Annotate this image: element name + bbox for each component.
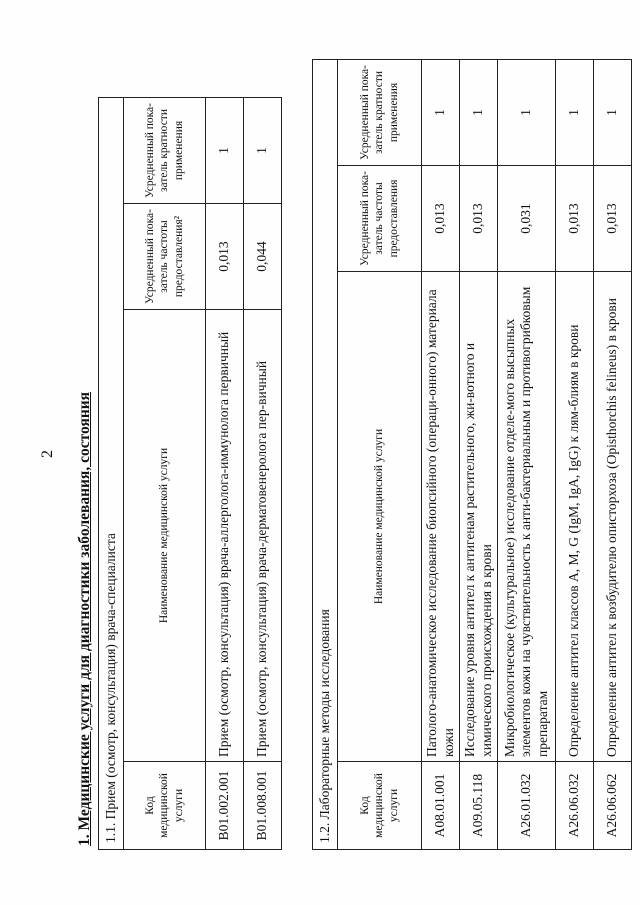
table-row <box>460 59 498 849</box>
cell-multiplicity: 1 <box>460 59 498 165</box>
cell-name: Исследование уровня антител к антигенам растительного, жи-вотного и химического происхождения в крови <box>460 272 498 762</box>
header-code: Код медицинской услуги <box>338 762 422 850</box>
cell-name: Определение антител классов A, M, G (IgM, IgA, IgG) к лям-блиям в крови <box>556 272 594 762</box>
cell-code: B01.008.001 <box>244 762 282 850</box>
table-row <box>498 59 556 849</box>
cell-name: Патолого-анатомическое исследование биопсийного (операци-онного) материала кожи <box>422 272 460 762</box>
cell-frequency: 0,031 <box>498 166 556 272</box>
cell-frequency: 0,013 <box>422 166 460 272</box>
cell-code: A08.01.001 <box>422 762 460 850</box>
cell-multiplicity: 1 <box>556 59 594 165</box>
page-number: 2 <box>39 450 56 458</box>
header-frequency: Усредненный пока-затель частоты предоставления² <box>124 204 206 310</box>
table-row <box>422 59 460 849</box>
cell-name: Определение антител к возбудителю описторхоза (Opisthorchis felineus) в крови <box>594 272 632 762</box>
rotated-content <box>72 50 620 850</box>
document-title: 1. Медицинские услуги для диагностики заболевания, состояния <box>76 391 93 846</box>
header-frequency: Усредненный пока-затель частоты предоставления <box>338 166 422 272</box>
cell-code: A26.01.032 <box>498 762 556 850</box>
section-title: 1.1. Прием (осмотр, консультация) врача-специалиста <box>99 98 124 850</box>
cell-code: B01.002.001 <box>206 762 244 850</box>
cell-multiplicity: 1 <box>244 98 282 204</box>
cell-code: A09.05.118 <box>460 762 498 850</box>
table-row <box>594 59 632 849</box>
cell-multiplicity: 1 <box>422 59 460 165</box>
cell-frequency: 0,013 <box>556 166 594 272</box>
cell-multiplicity: 1 <box>206 98 244 204</box>
header-multiplicity: Усредненный пока-затель кратности применения <box>338 59 422 165</box>
table-row <box>244 98 282 850</box>
table-row <box>206 98 244 850</box>
table-lab-methods <box>312 59 632 850</box>
cell-name: Прием (осмотр, консультация) врача-аллерголога-иммунолога первичный <box>206 310 244 762</box>
header-code: Код медицинской услуги <box>124 762 206 850</box>
cell-frequency: 0,013 <box>460 166 498 272</box>
cell-frequency: 0,013 <box>594 166 632 272</box>
header-multiplicity: Усредненный пока-затель кратности применения <box>124 98 206 204</box>
cell-code: A26.06.062 <box>594 762 632 850</box>
table-row <box>556 59 594 849</box>
section-title: 1.2. Лабораторные методы исследования <box>313 59 338 849</box>
cell-name: Прием (осмотр, консультация) врача-дерматовенеролога пер-вичный <box>244 310 282 762</box>
cell-multiplicity: 1 <box>498 59 556 165</box>
cell-frequency: 0,044 <box>244 204 282 310</box>
table-consultations <box>98 97 282 850</box>
header-name: Наименование медицинской услуги <box>124 310 206 762</box>
cell-multiplicity: 1 <box>594 59 632 165</box>
cell-code: A26.06.032 <box>556 762 594 850</box>
cell-frequency: 0,013 <box>206 204 244 310</box>
cell-name: Микробиологическое (культуральное) исследование отделе-мого высыпных элементов кожи на чувствительность к анти-бактериальным и противогрибковым препаратам <box>498 272 556 762</box>
header-name: Наименование медицинской услуги <box>338 272 422 762</box>
